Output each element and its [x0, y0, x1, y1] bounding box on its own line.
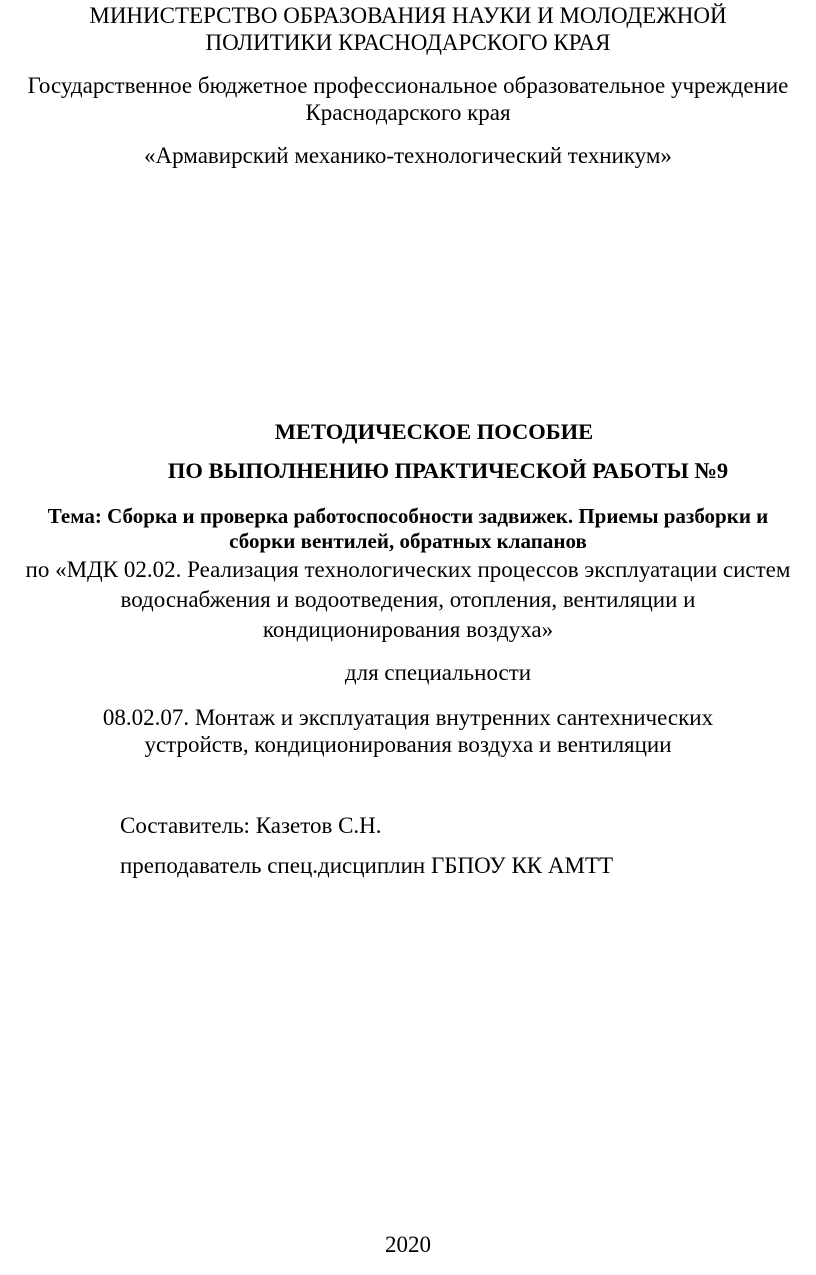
course-line-3: кондиционирования воздуха» — [262, 617, 554, 642]
year: 2020 — [385, 1232, 431, 1257]
ministry-line-1: МИНИСТЕРСТВО ОБРАЗОВАНИЯ НАУКИ И МОЛОДЕЖНОЙ — [89, 3, 727, 28]
topic-line-1: Тема: Сборка и проверка работоспособности задвижек. Приемы разборки и — [47, 504, 769, 528]
specialty-line-1: 08.02.07. Монтаж и эксплуатация внутренних сантехнических — [102, 705, 714, 730]
topic-line-2: сборки вентилей, обратных клапанов — [229, 529, 587, 553]
college-name: «Армавирский механико-технологический техникум» — [144, 143, 672, 168]
specialty-line-2: устройств, кондиционирования воздуха и вентиляции — [144, 732, 672, 757]
title-line-2: ПО ВЫПОЛНЕНИЮ ПРАКТИЧЕСКОЙ РАБОТЫ №9 — [167, 458, 729, 483]
specialty-label: для специальности — [344, 660, 532, 685]
ministry-line-2: ПОЛИТИКИ КРАСНОДАРСКОГО КРАЯ — [205, 30, 611, 55]
course-line-2: водоснабжения и водоотведения, отопления, вентиляции и — [120, 587, 696, 612]
course-line-1: по «МДК 02.02. Реализация технологических процессов эксплуатации систем — [25, 557, 791, 582]
compiler-position: преподаватель спец.дисциплин ГБПОУ КК АМТТ — [120, 853, 614, 878]
title-line-1: МЕТОДИЧЕСКОЕ ПОСОБИЕ — [274, 419, 594, 444]
institution-line-1: Государственное бюджетное профессиональное образовательное учреждение — [27, 73, 789, 98]
compiler: Составитель: Казетов С.Н. — [120, 813, 382, 838]
institution-line-2: Краснодарского края — [305, 100, 511, 125]
